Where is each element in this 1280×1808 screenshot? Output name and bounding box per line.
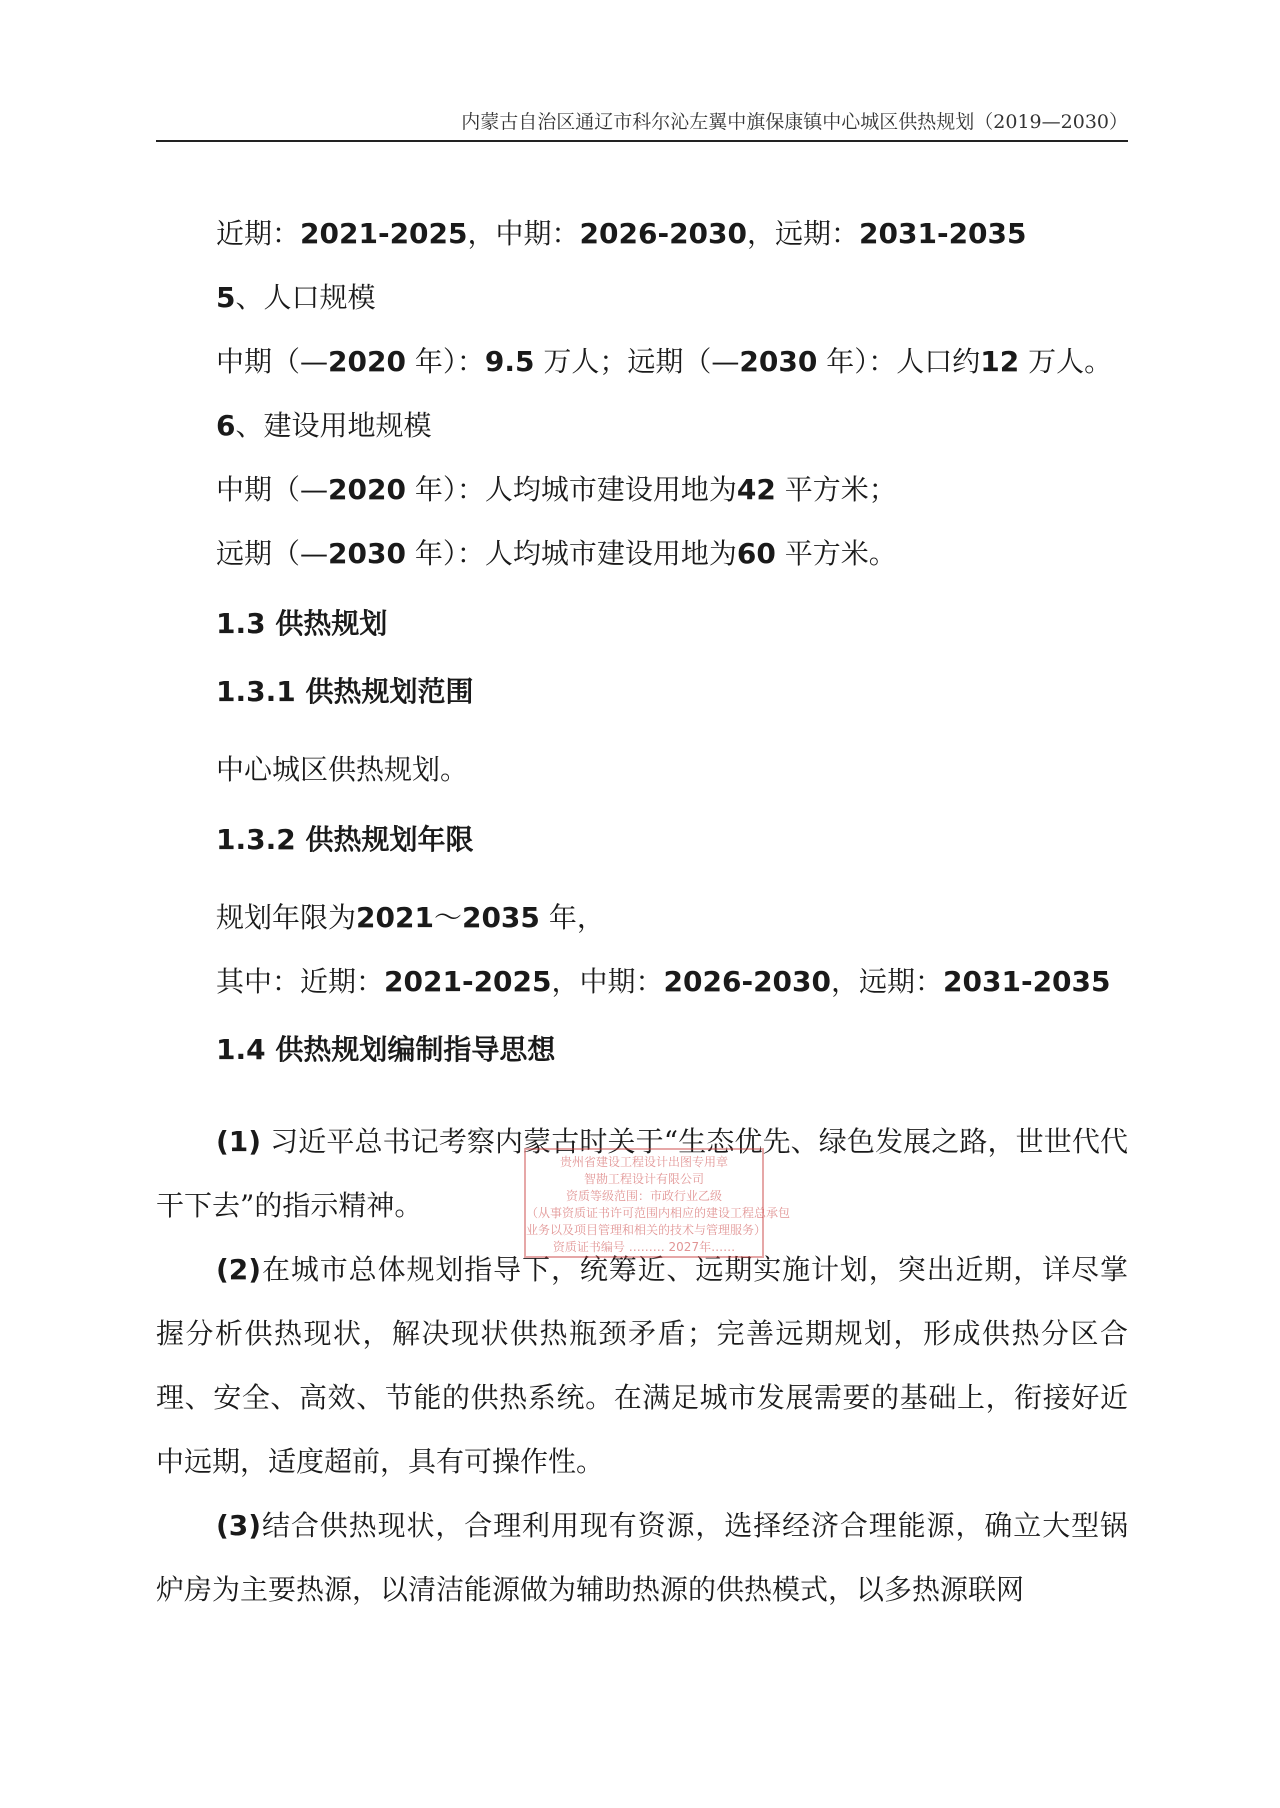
period-line-2: 其中：近期：2021-2025，中期：2026-2030，远期：2031-2035 (216, 965, 1111, 998)
heading-1-3: 1.3 供热规划 (216, 607, 388, 640)
heading-1-3-1: 1.3.1 供热规划范围 (216, 675, 474, 708)
stamp-line: 智勘工程设计有限公司 (583, 1172, 704, 1186)
paragraph-3: (3)结合供热现状，合理利用现有资源，选择经济合理能源，确立大型锅炉房为主要热源，以清洁能源做为辅助热源的供热模式，以多热源联网 (156, 1509, 1128, 1606)
design-seal-stamp (524, 1148, 791, 1258)
stamp-line: 资质证书编号 ……… 2027年…… (552, 1240, 736, 1254)
page-header (156, 104, 1128, 142)
heading-1-4: 1.4 供热规划编制指导思想 (216, 1033, 556, 1066)
header-title: 内蒙古自治区通辽市科尔沁左翼中旗保康镇中心城区供热规划（2019—2030） (461, 111, 1128, 133)
paragraph-1: (1) 习近平总书记考察内蒙古时关于“生态优先、绿色发展之路，世世代代干下去”的指示精神。 (156, 1125, 1128, 1222)
years-line: 规划年限为2021～2035 年， (216, 901, 605, 934)
stamp-line: 业务以及项目管理和相关的技术与管理服务） (526, 1223, 767, 1237)
stamp-line: 贵州省建设工程设计出图专用章 (559, 1155, 728, 1169)
paragraph-2: (2)在城市总体规划指导下，统筹近、远期实施计划，突出近期，详尽掌握分析供热现状，解决现状供热瓶颈矛盾；完善远期规划，形成供热分区合理、安全、高效、节能的供热系统。在满足城市发展需要的基础上，衔接好近中远期，适度超前，具有可操作性。 (156, 1253, 1128, 1478)
period-line-1: 近期：2021-2025，中期：2026-2030，远期：2031-2035 (216, 217, 1027, 250)
stamp-line: （从事资质证书许可范围内相应的建设工程总承包 (526, 1206, 791, 1220)
section-population: 5、人口规模 (216, 281, 376, 314)
heading-1-3-2: 1.3.2 供热规划年限 (216, 823, 474, 856)
land-line-mid: 中期（—2020 年）：人均城市建设用地为42 平方米； (216, 473, 897, 506)
section-land: 6、建设用地规模 (216, 409, 432, 442)
population-line: 中期（—2020 年）：9.5 万人；远期（—2030 年）：人口约12 万人。 (216, 345, 1113, 378)
scope-text: 中心城区供热规划。 (216, 753, 469, 786)
stamp-line: 资质等级范围：市政行业乙级 (565, 1189, 722, 1203)
land-line-far: 远期（—2030 年）：人均城市建设用地为60 平方米。 (216, 537, 897, 570)
